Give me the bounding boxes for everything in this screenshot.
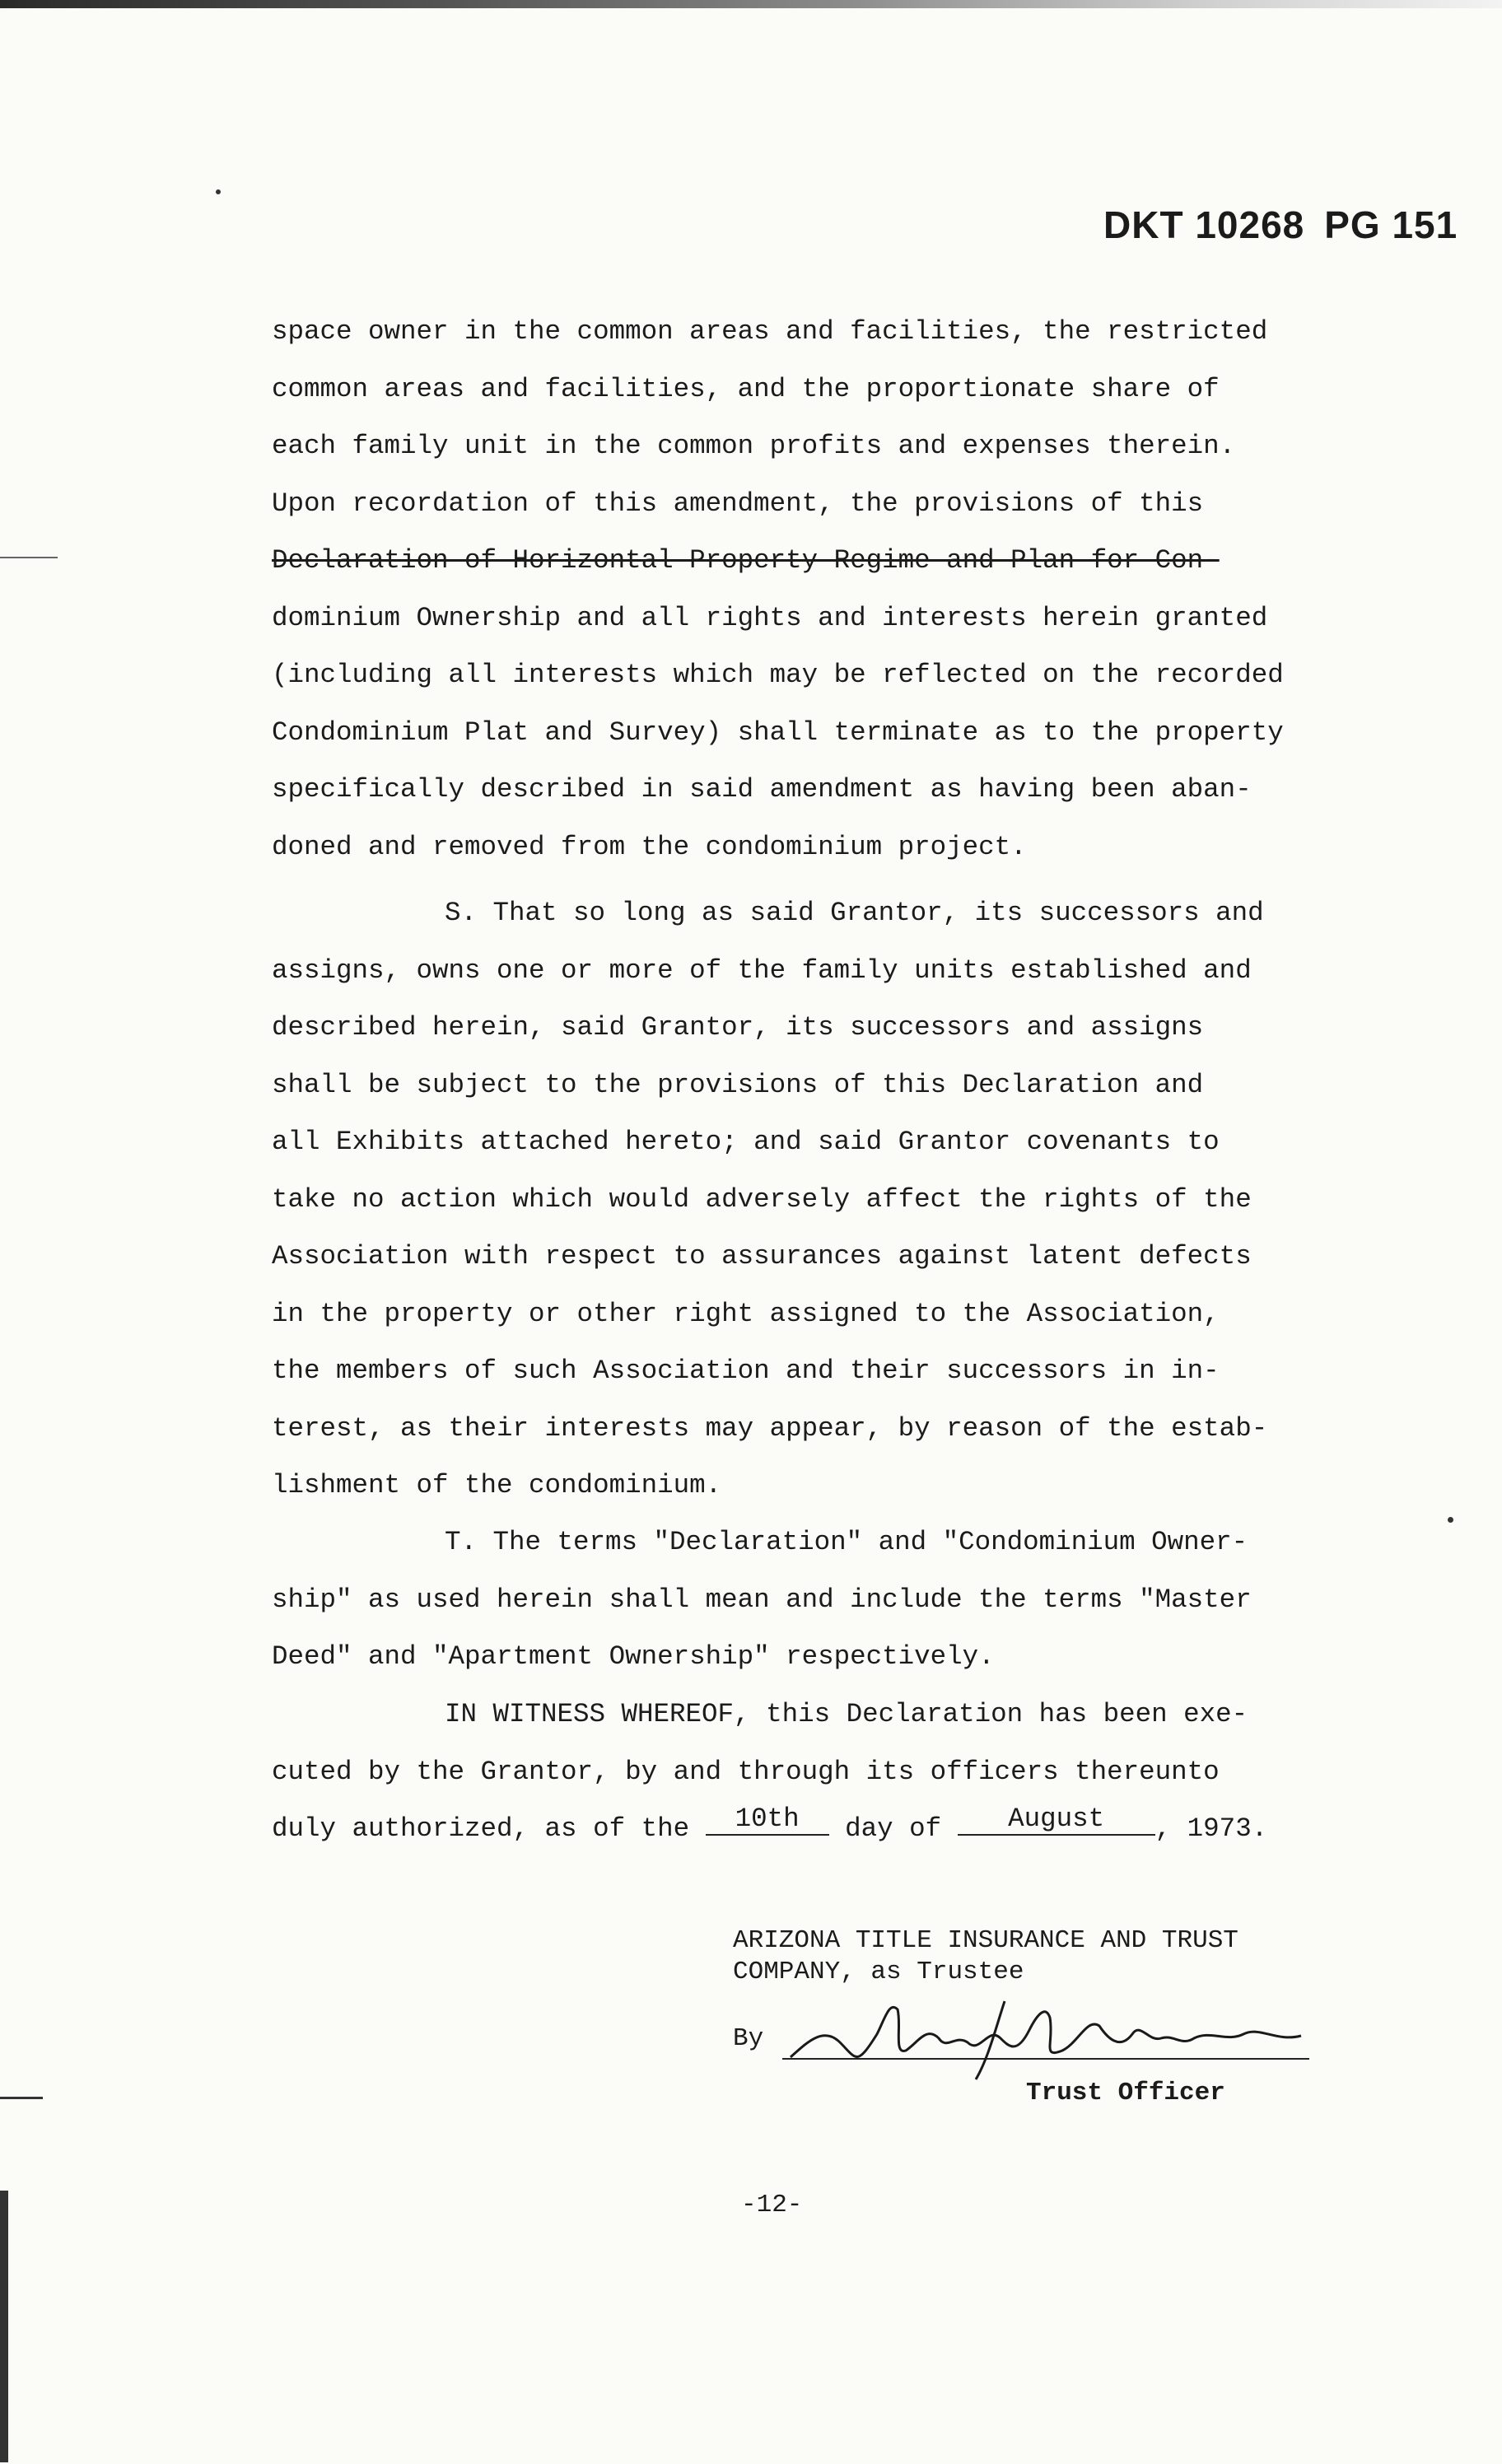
text-line: all Exhibits attached hereto; and said Grantor covenants to: [272, 1127, 1220, 1157]
signature-block: [733, 1925, 1238, 1988]
text-line: specifically described in said amendment as having been aban-: [272, 774, 1252, 805]
text-line: space owner in the common areas and facilities, the restricted: [272, 316, 1268, 347]
text-line: take no action which would adversely affect the rights of the: [272, 1183, 1252, 1215]
handwritten-signature: [733, 1993, 1326, 2084]
continuation-paragraph: [272, 303, 1375, 875]
text-line: IN WITNESS WHEREOF, this Declaration has been exe-: [445, 1699, 1248, 1729]
scan-speck: [216, 189, 221, 194]
date-year: , 1973.: [1154, 1813, 1268, 1844]
signature-scrawl-icon: [733, 1993, 1326, 2084]
left-edge-bar: [0, 2191, 8, 2462]
section-t: [272, 1514, 1375, 1686]
docket-page: PG 151: [1324, 203, 1458, 246]
left-margin-dash: [0, 557, 58, 558]
text-line: doned and removed from the condominium project.: [272, 831, 1027, 862]
text-line: Deed" and "Apartment Ownership" respectively.: [272, 1641, 995, 1672]
date-day-field: 10th: [706, 1804, 829, 1836]
text-line: assigns, owns one or more of the family units established and: [272, 954, 1252, 986]
docket-book: DKT 10268: [1103, 203, 1305, 246]
text-line: ship" as used herein shall mean and include the terms "Master: [272, 1584, 1252, 1615]
text-line: dominium Ownership and all rights and interests herein granted: [272, 602, 1268, 633]
text-line: the members of such Association and their successors in in-: [272, 1356, 1220, 1386]
date-prefix: duly authorized, as of the: [272, 1813, 690, 1844]
left-margin-rule: [0, 2097, 43, 2099]
text-line: terest, as their interests may appear, by reason of the estab-: [272, 1412, 1268, 1444]
text-line: Condominium Plat and Survey) shall terminate as to the property: [272, 716, 1284, 748]
company-name-line1: ARIZONA TITLE INSURANCE AND TRUST: [733, 1926, 1238, 1955]
company-name-line2: COMPANY, as Trustee: [733, 1958, 1024, 1986]
text-line: shall be subject to the provisions of this Declaration and: [272, 1069, 1204, 1100]
signer-title: Trust Officer: [1026, 2079, 1225, 2107]
page-number: -12-: [741, 2191, 803, 2219]
section-s: [272, 884, 1375, 1514]
text-line: Association with respect to assurances against latent defects: [272, 1241, 1252, 1272]
text-line: common areas and facilities, and the proportionate share of: [272, 373, 1220, 404]
text-line: lishment of the condominium.: [272, 1470, 722, 1500]
text-line: cuted by the Grantor, by and through its officers thereunto: [272, 1756, 1220, 1787]
by-label: By: [733, 2024, 764, 2053]
date-month-field: August: [958, 1804, 1155, 1836]
text-line: (including all interests which may be reflected on the recorded: [272, 660, 1284, 690]
witness-clause: [272, 1686, 1375, 1858]
text-line: each family unit in the common profits and expenses therein.: [272, 431, 1236, 461]
date-line: [272, 1800, 1375, 1858]
text-line: described herein, said Grantor, its successors and assigns: [272, 1012, 1204, 1043]
scan-speck: [1448, 1517, 1453, 1523]
scan-edge-artifact: [0, 0, 1502, 8]
text-line: S. That so long as said Grantor, its successors and: [445, 898, 1264, 928]
text-line-struck: Declaration of Horizontal Property Regime and Plan for Con-: [272, 545, 1220, 576]
text-line: Upon recordation of this amendment, the provisions of this: [272, 488, 1204, 519]
docket-number: [1103, 203, 1458, 247]
text-line: T. The terms "Declaration" and "Condominium Owner-: [445, 1527, 1248, 1557]
date-middle: day of: [845, 1813, 942, 1844]
text-line: in the property or other right assigned to the Association,: [272, 1298, 1220, 1329]
